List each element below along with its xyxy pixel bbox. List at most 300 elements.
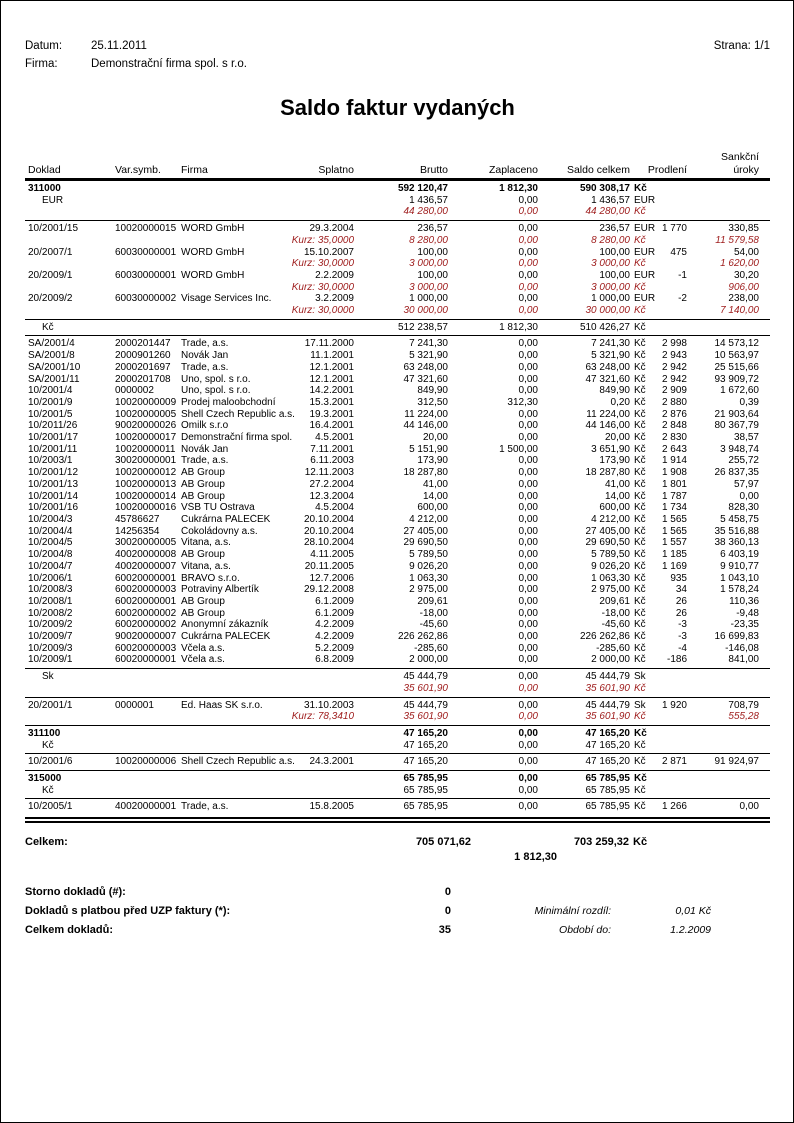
prodleni: -2 <box>678 293 687 305</box>
saldo: 3 651,90 <box>591 443 630 455</box>
table-row-inv <box>25 385 770 397</box>
brutto: 173,90 <box>417 455 448 467</box>
doklad: 10/2001/11 <box>28 443 78 455</box>
sankcni: 110,36 <box>729 595 759 607</box>
currency: Kč <box>634 385 646 397</box>
firma: AB Group <box>181 467 225 479</box>
brutto: 11 224,00 <box>404 408 448 420</box>
col-brutto: Brutto <box>419 164 448 176</box>
saldo: 20,00 <box>604 432 630 444</box>
sankcni: 9 910,77 <box>720 560 759 572</box>
zaplaceno: 0,00 <box>518 773 538 785</box>
saldo: 849,90 <box>599 385 630 397</box>
saldo: 8 280,00 <box>591 234 630 246</box>
currency: Kč <box>634 607 646 619</box>
firma <box>181 785 302 797</box>
summary-row-storno <box>25 883 770 902</box>
varsymb: 14256354 <box>115 525 160 537</box>
splatno-text: 29.12.2008 <box>303 584 354 596</box>
rule <box>25 770 770 771</box>
prodleni: -3 <box>678 631 687 643</box>
prodleni <box>657 773 687 785</box>
currency: Kč <box>634 420 646 432</box>
report-meta <box>25 37 770 73</box>
splatno <box>302 322 354 334</box>
firma: Uno, spol. s r.o. <box>181 373 251 385</box>
period-value: 1.2.2009 <box>670 924 711 937</box>
varsymb: 10020000009 <box>115 396 177 408</box>
zaplaceno: 1 812,30 <box>499 321 538 333</box>
currency: Kč <box>634 727 647 739</box>
currency: Sk <box>634 699 646 711</box>
varsymb: 60030000001 <box>115 269 177 281</box>
varsymb: 90020000007 <box>115 631 177 643</box>
count-value: 35 <box>438 924 451 937</box>
varsymb: 10020000006 <box>115 756 177 768</box>
splatno-text: 16.4.2001 <box>309 420 354 432</box>
saldo: 100,00 <box>599 246 630 258</box>
sankcni: 54,00 <box>733 246 759 258</box>
doklad: 10/2011/26 <box>28 420 78 432</box>
zaplaceno: 1 812,30 <box>499 183 538 194</box>
table-row-cursum <box>25 671 770 683</box>
doklad: 10/2008/1 <box>28 595 73 607</box>
prodleni <box>657 671 687 683</box>
firma: Čokoládovny a.s. <box>181 525 258 537</box>
sankcni: 555,28 <box>728 711 759 723</box>
saldo: 30 000,00 <box>585 305 630 317</box>
currency-group-label: Kč <box>42 321 54 333</box>
currency: Kč <box>634 408 646 420</box>
doklad: 10/2001/12 <box>28 467 79 479</box>
table-row-cursum <box>25 322 770 334</box>
saldo: 47 165,20 <box>585 739 630 751</box>
splatno-text: 6.1.2009 <box>315 595 354 607</box>
summary-spacer <box>451 883 611 902</box>
firma <box>181 183 302 195</box>
sankcni: -23,35 <box>730 619 759 631</box>
table-row-acct <box>25 728 770 740</box>
saldo: 510 426,27 <box>579 321 630 333</box>
brutto: 5 321,90 <box>409 350 448 362</box>
splatno-text: 6.11.2003 <box>310 455 354 467</box>
summary-row-uzp <box>25 902 770 921</box>
zaplaceno: 0,00 <box>518 281 538 293</box>
splatno-text: 4.2.2009 <box>315 619 354 631</box>
firma: Potraviny Albertík <box>181 584 259 596</box>
table-row-inv <box>25 293 770 305</box>
saldo: 45 444,79 <box>585 671 630 683</box>
firma: Ed. Haas SK s.r.o. <box>181 699 263 711</box>
zaplaceno: 0,00 <box>518 525 538 537</box>
splatno-text: 6.8.2009 <box>315 654 354 666</box>
table-row-acct <box>25 183 770 195</box>
firma: Trade, a.s. <box>181 361 229 373</box>
saldo: 0,20 <box>610 396 630 408</box>
kurz-label: Kurz: 30,0000 <box>291 305 354 317</box>
doklad: 10/2001/5 <box>28 408 73 420</box>
brutto: 1 000,00 <box>409 293 448 305</box>
uzp-value: 0 <box>444 905 451 918</box>
brutto: 47 165,20 <box>403 756 448 768</box>
splatno-date <box>302 561 354 573</box>
sankcni: 6 403,19 <box>720 549 759 561</box>
doklad: 10/2001/17 <box>28 432 79 444</box>
table-row-inv <box>25 514 770 526</box>
table-row-inv <box>25 444 770 456</box>
brutto: 45 444,79 <box>403 699 448 711</box>
min-diff-label: Minimální rozdíl: <box>534 905 611 918</box>
prodleni <box>657 711 687 723</box>
splatno-date <box>302 584 354 596</box>
splatno-date <box>302 596 354 608</box>
prodleni <box>657 282 687 294</box>
table-row-cursumred <box>25 206 770 218</box>
currency-group-label: EUR <box>42 194 64 206</box>
splatno-text: 28.10.2004 <box>303 537 354 549</box>
splatno-text: 15.8.2005 <box>309 801 354 813</box>
sankcni: 26 837,35 <box>714 467 759 479</box>
varsymb: 10020000013 <box>115 478 177 490</box>
brutto: -285,60 <box>414 642 448 654</box>
sankcni: 5 458,75 <box>720 513 759 525</box>
splatno-text: 4.2.2009 <box>315 631 354 643</box>
zaplaceno: 0,00 <box>518 269 538 281</box>
currency: EUR <box>634 293 656 305</box>
table-row-inv <box>25 491 770 503</box>
currency: Kč <box>634 572 646 584</box>
sankcni: 30,20 <box>733 269 759 281</box>
prodleni: 1 565 <box>661 513 687 525</box>
zaplaceno: 0,00 <box>518 619 538 631</box>
col-sankcni-line1: Sankční <box>721 151 759 163</box>
summary-block <box>25 883 770 940</box>
doklad: 20/2009/1 <box>28 269 73 281</box>
prodleni: 935 <box>670 572 687 584</box>
totals-spacer2 <box>225 850 471 865</box>
brutto: 100,00 <box>417 269 448 281</box>
varsymb: 0000002 <box>115 385 154 397</box>
splatno <box>302 683 354 695</box>
sankcni: 16 699,83 <box>714 631 759 643</box>
table-row-inv <box>25 338 770 350</box>
zaplaceno: 0,00 <box>518 373 538 385</box>
firma: AB Group <box>181 490 225 502</box>
table-row-inv <box>25 270 770 282</box>
sankcni: 38 360,13 <box>714 537 759 549</box>
period-label: Období do: <box>559 924 611 937</box>
prodleni <box>657 206 687 218</box>
zaplaceno: 0,00 <box>518 739 538 751</box>
varsymb <box>115 183 181 195</box>
splatno <box>302 740 354 752</box>
prodleni: 2 942 <box>661 373 687 385</box>
zaplaceno: 0,00 <box>518 305 538 317</box>
zaplaceno: 0,00 <box>518 711 538 723</box>
currency: Kč <box>634 281 646 293</box>
splatno-date <box>302 397 354 409</box>
splatno-date <box>302 756 354 768</box>
varsymb <box>115 322 181 334</box>
splatno-text: 15.10.2007 <box>303 246 354 258</box>
currency: Kč <box>634 549 646 561</box>
splatno-text: 12.11.2003 <box>304 467 354 479</box>
splatno-date <box>302 619 354 631</box>
totals-saldo: 703 259,32 <box>573 836 629 849</box>
brutto: 3 000,00 <box>409 258 448 270</box>
splatno-date <box>302 573 354 585</box>
min-diff-value: 0,01 Kč <box>675 905 711 918</box>
varsymb: 10020000015 <box>115 223 177 235</box>
splatno-text: 6.1.2009 <box>315 607 354 619</box>
table-row-inv <box>25 608 770 620</box>
brutto: 35 601,90 <box>403 711 448 723</box>
firma: WORD GmbH <box>181 246 245 258</box>
prodleni <box>657 258 687 270</box>
varsymb: 40020000001 <box>115 801 177 813</box>
account-number: 311100 <box>28 727 61 739</box>
splatno-date <box>302 338 354 350</box>
prodleni: -186 <box>666 654 687 666</box>
totals-spacer <box>25 850 225 865</box>
zaplaceno: 0,00 <box>518 206 538 218</box>
doklad: 10/2009/2 <box>28 619 73 631</box>
table-body <box>25 183 770 823</box>
zaplaceno: 0,00 <box>518 478 538 490</box>
summary-row-count <box>25 921 770 940</box>
table-row-inv <box>25 573 770 585</box>
prodleni: 2 998 <box>661 338 687 350</box>
varsymb <box>115 206 181 218</box>
splatno-text: 12.3.2004 <box>309 490 354 502</box>
varsymb: 10020000012 <box>115 467 177 479</box>
currency: Kč <box>634 478 646 490</box>
currency: Kč <box>634 756 646 768</box>
sankcni: 828,30 <box>728 502 759 514</box>
sankcni: 25 515,66 <box>714 361 759 373</box>
zaplaceno: 0,00 <box>518 467 538 479</box>
totals-label: Celkem: <box>25 836 68 849</box>
firma: AB Group <box>181 549 225 561</box>
table-row-kurz <box>25 282 770 294</box>
splatno-text: 11.1.2001 <box>310 350 354 362</box>
company-label: Firma: <box>25 58 58 70</box>
brutto: 14,00 <box>422 490 448 502</box>
zaplaceno: 0,00 <box>518 727 538 739</box>
doklad: 10/2004/7 <box>28 560 73 572</box>
firma: Shell Czech Republic a.s. <box>181 756 295 768</box>
currency: Kč <box>634 525 646 537</box>
zaplaceno: 0,00 <box>518 490 538 502</box>
brutto: 41,00 <box>422 478 448 490</box>
saldo: 4 212,00 <box>591 513 630 525</box>
sankcni: 38,57 <box>733 432 759 444</box>
varsymb: 60020000002 <box>115 607 177 619</box>
firma <box>181 322 302 334</box>
zaplaceno: 0,00 <box>518 385 538 397</box>
varsymb <box>115 785 181 797</box>
saldo: -285,60 <box>596 642 630 654</box>
firma: Omilk s.r.o <box>181 420 229 432</box>
saldo: 236,57 <box>599 223 630 235</box>
splatno-date <box>302 467 354 479</box>
account-number: 311000 <box>28 183 61 194</box>
saldo: 2 000,00 <box>591 654 630 666</box>
varsymb: 60020000002 <box>115 619 177 631</box>
uzp-label: Dokladů s platbou před UZP faktury (*): <box>25 905 231 918</box>
kurz-label: Kurz: 30,0000 <box>291 258 354 270</box>
saldo: 18 287,80 <box>585 467 630 479</box>
brutto: -18,00 <box>419 607 448 619</box>
doklad <box>25 206 115 218</box>
brutto: 312,50 <box>417 396 448 408</box>
prodleni: 2 880 <box>661 396 687 408</box>
prodleni: 1 185 <box>661 549 687 561</box>
zaplaceno: 0,00 <box>518 408 538 420</box>
splatno-date <box>302 479 354 491</box>
sankcni: 238,00 <box>728 293 759 305</box>
table-row-inv <box>25 654 770 666</box>
sankcni: 1 620,00 <box>720 258 759 270</box>
brutto: 20,00 <box>422 432 448 444</box>
rule <box>25 753 770 754</box>
currency: Kč <box>634 455 646 467</box>
splatno-text: 29.3.2004 <box>309 223 354 235</box>
prodleni: 2 942 <box>661 361 687 373</box>
brutto: 4 212,00 <box>409 513 448 525</box>
company-value: Demonstrační firma spol. s r.o. <box>91 58 247 70</box>
firma: AB Group <box>181 595 225 607</box>
firma <box>181 206 302 218</box>
table-row-inv <box>25 223 770 235</box>
currency-group-label: Kč <box>42 739 54 751</box>
table-row-inv <box>25 537 770 549</box>
prodleni <box>657 322 687 334</box>
storno-value: 0 <box>444 886 451 899</box>
sankcni: 80 367,79 <box>714 420 759 432</box>
totals-row-1 <box>25 835 770 850</box>
varsymb <box>115 671 181 683</box>
doklad: 20/2007/1 <box>28 246 73 258</box>
table-row-acct <box>25 773 770 785</box>
brutto: 47 321,60 <box>403 373 448 385</box>
firma: WORD GmbH <box>181 223 245 235</box>
currency: Kč <box>634 739 646 751</box>
page-number: Strana: 1/1 <box>713 40 770 52</box>
currency: EUR <box>634 269 656 281</box>
firma: Shell Czech Republic a.s. <box>181 408 295 420</box>
saldo: 100,00 <box>599 269 630 281</box>
saldo: 3 000,00 <box>591 281 630 293</box>
saldo: 5 321,90 <box>591 350 630 362</box>
sankcni: 91 924,97 <box>714 756 759 768</box>
zaplaceno: 0,00 <box>518 631 538 643</box>
zaplaceno: 0,00 <box>518 293 538 305</box>
prodleni: 2 943 <box>661 350 687 362</box>
firma: Trade, a.s. <box>181 455 229 467</box>
firma <box>181 773 302 785</box>
zaplaceno: 0,00 <box>518 338 538 350</box>
varsymb <box>115 740 181 752</box>
firma: Včela a.s. <box>181 642 225 654</box>
sankcni: -146,08 <box>725 642 759 654</box>
sankcni <box>687 322 759 334</box>
doklad: 10/2008/2 <box>28 607 73 619</box>
brutto: 44 146,00 <box>403 420 448 432</box>
splatno-date <box>302 455 354 467</box>
prodleni: 1 169 <box>661 560 687 572</box>
zaplaceno: 0,00 <box>518 194 538 206</box>
sankcni <box>687 728 759 740</box>
rule <box>25 668 770 669</box>
table-row-inv <box>25 526 770 538</box>
splatno-date <box>302 270 354 282</box>
brutto: 512 238,57 <box>397 321 448 333</box>
splatno-date <box>302 631 354 643</box>
varsymb: 60020000001 <box>115 654 177 666</box>
table-row-cursum <box>25 740 770 752</box>
prodleni: 2 876 <box>661 408 687 420</box>
saldo: 65 785,95 <box>585 784 630 796</box>
saldo: 1 000,00 <box>591 293 630 305</box>
sankcni <box>687 785 759 797</box>
sankcni: 841,00 <box>728 654 759 666</box>
firma: AB Group <box>181 478 225 490</box>
currency: EUR <box>634 194 656 206</box>
col-doklad: Doklad <box>28 164 61 176</box>
splatno-text: 17.11.2000 <box>304 338 354 350</box>
currency: Kč <box>634 773 647 785</box>
brutto: 592 120,47 <box>397 183 448 194</box>
splatno-text: 27.2.2004 <box>309 478 354 490</box>
brutto: 27 405,00 <box>403 525 448 537</box>
splatno-text: 12.7.2006 <box>309 572 354 584</box>
sankcni: 7 140,00 <box>720 305 759 317</box>
varsymb <box>115 773 181 785</box>
firma: Demonstrační firma spol. <box>181 432 293 444</box>
zaplaceno: 0,00 <box>518 756 538 768</box>
sankcni <box>687 206 759 218</box>
prodleni <box>657 785 687 797</box>
table-row-inv <box>25 502 770 514</box>
varsymb: 0000001 <box>115 699 154 711</box>
currency: EUR <box>634 246 656 258</box>
totals-brutto: 705 071,62 <box>415 836 471 849</box>
prodleni: 1 914 <box>661 455 687 467</box>
firma: Cukrárna PALEČEK <box>181 513 271 525</box>
totals-zaplaceno: 1 812,30 <box>514 851 557 864</box>
sankcni: -9,48 <box>736 607 759 619</box>
firma: Vitana, a.s. <box>181 560 231 572</box>
splatno-text: 20.10.2004 <box>303 513 354 525</box>
currency: Kč <box>634 321 646 333</box>
sankcni: 0,00 <box>739 801 759 813</box>
currency: Kč <box>634 361 646 373</box>
currency: Kč <box>634 642 646 654</box>
table-row-inv <box>25 756 770 768</box>
doklad: 20/2001/1 <box>28 699 73 711</box>
splatno <box>302 773 354 785</box>
currency: EUR <box>634 223 656 235</box>
zaplaceno: 0,00 <box>518 801 538 813</box>
doklad <box>25 683 115 695</box>
brutto: 65 785,95 <box>403 784 448 796</box>
zaplaceno: 0,00 <box>518 560 538 572</box>
saldo: 63 248,00 <box>585 361 630 373</box>
prodleni <box>657 305 687 317</box>
saldo: 1 063,30 <box>591 572 630 584</box>
sankcni: 0,00 <box>739 490 759 502</box>
